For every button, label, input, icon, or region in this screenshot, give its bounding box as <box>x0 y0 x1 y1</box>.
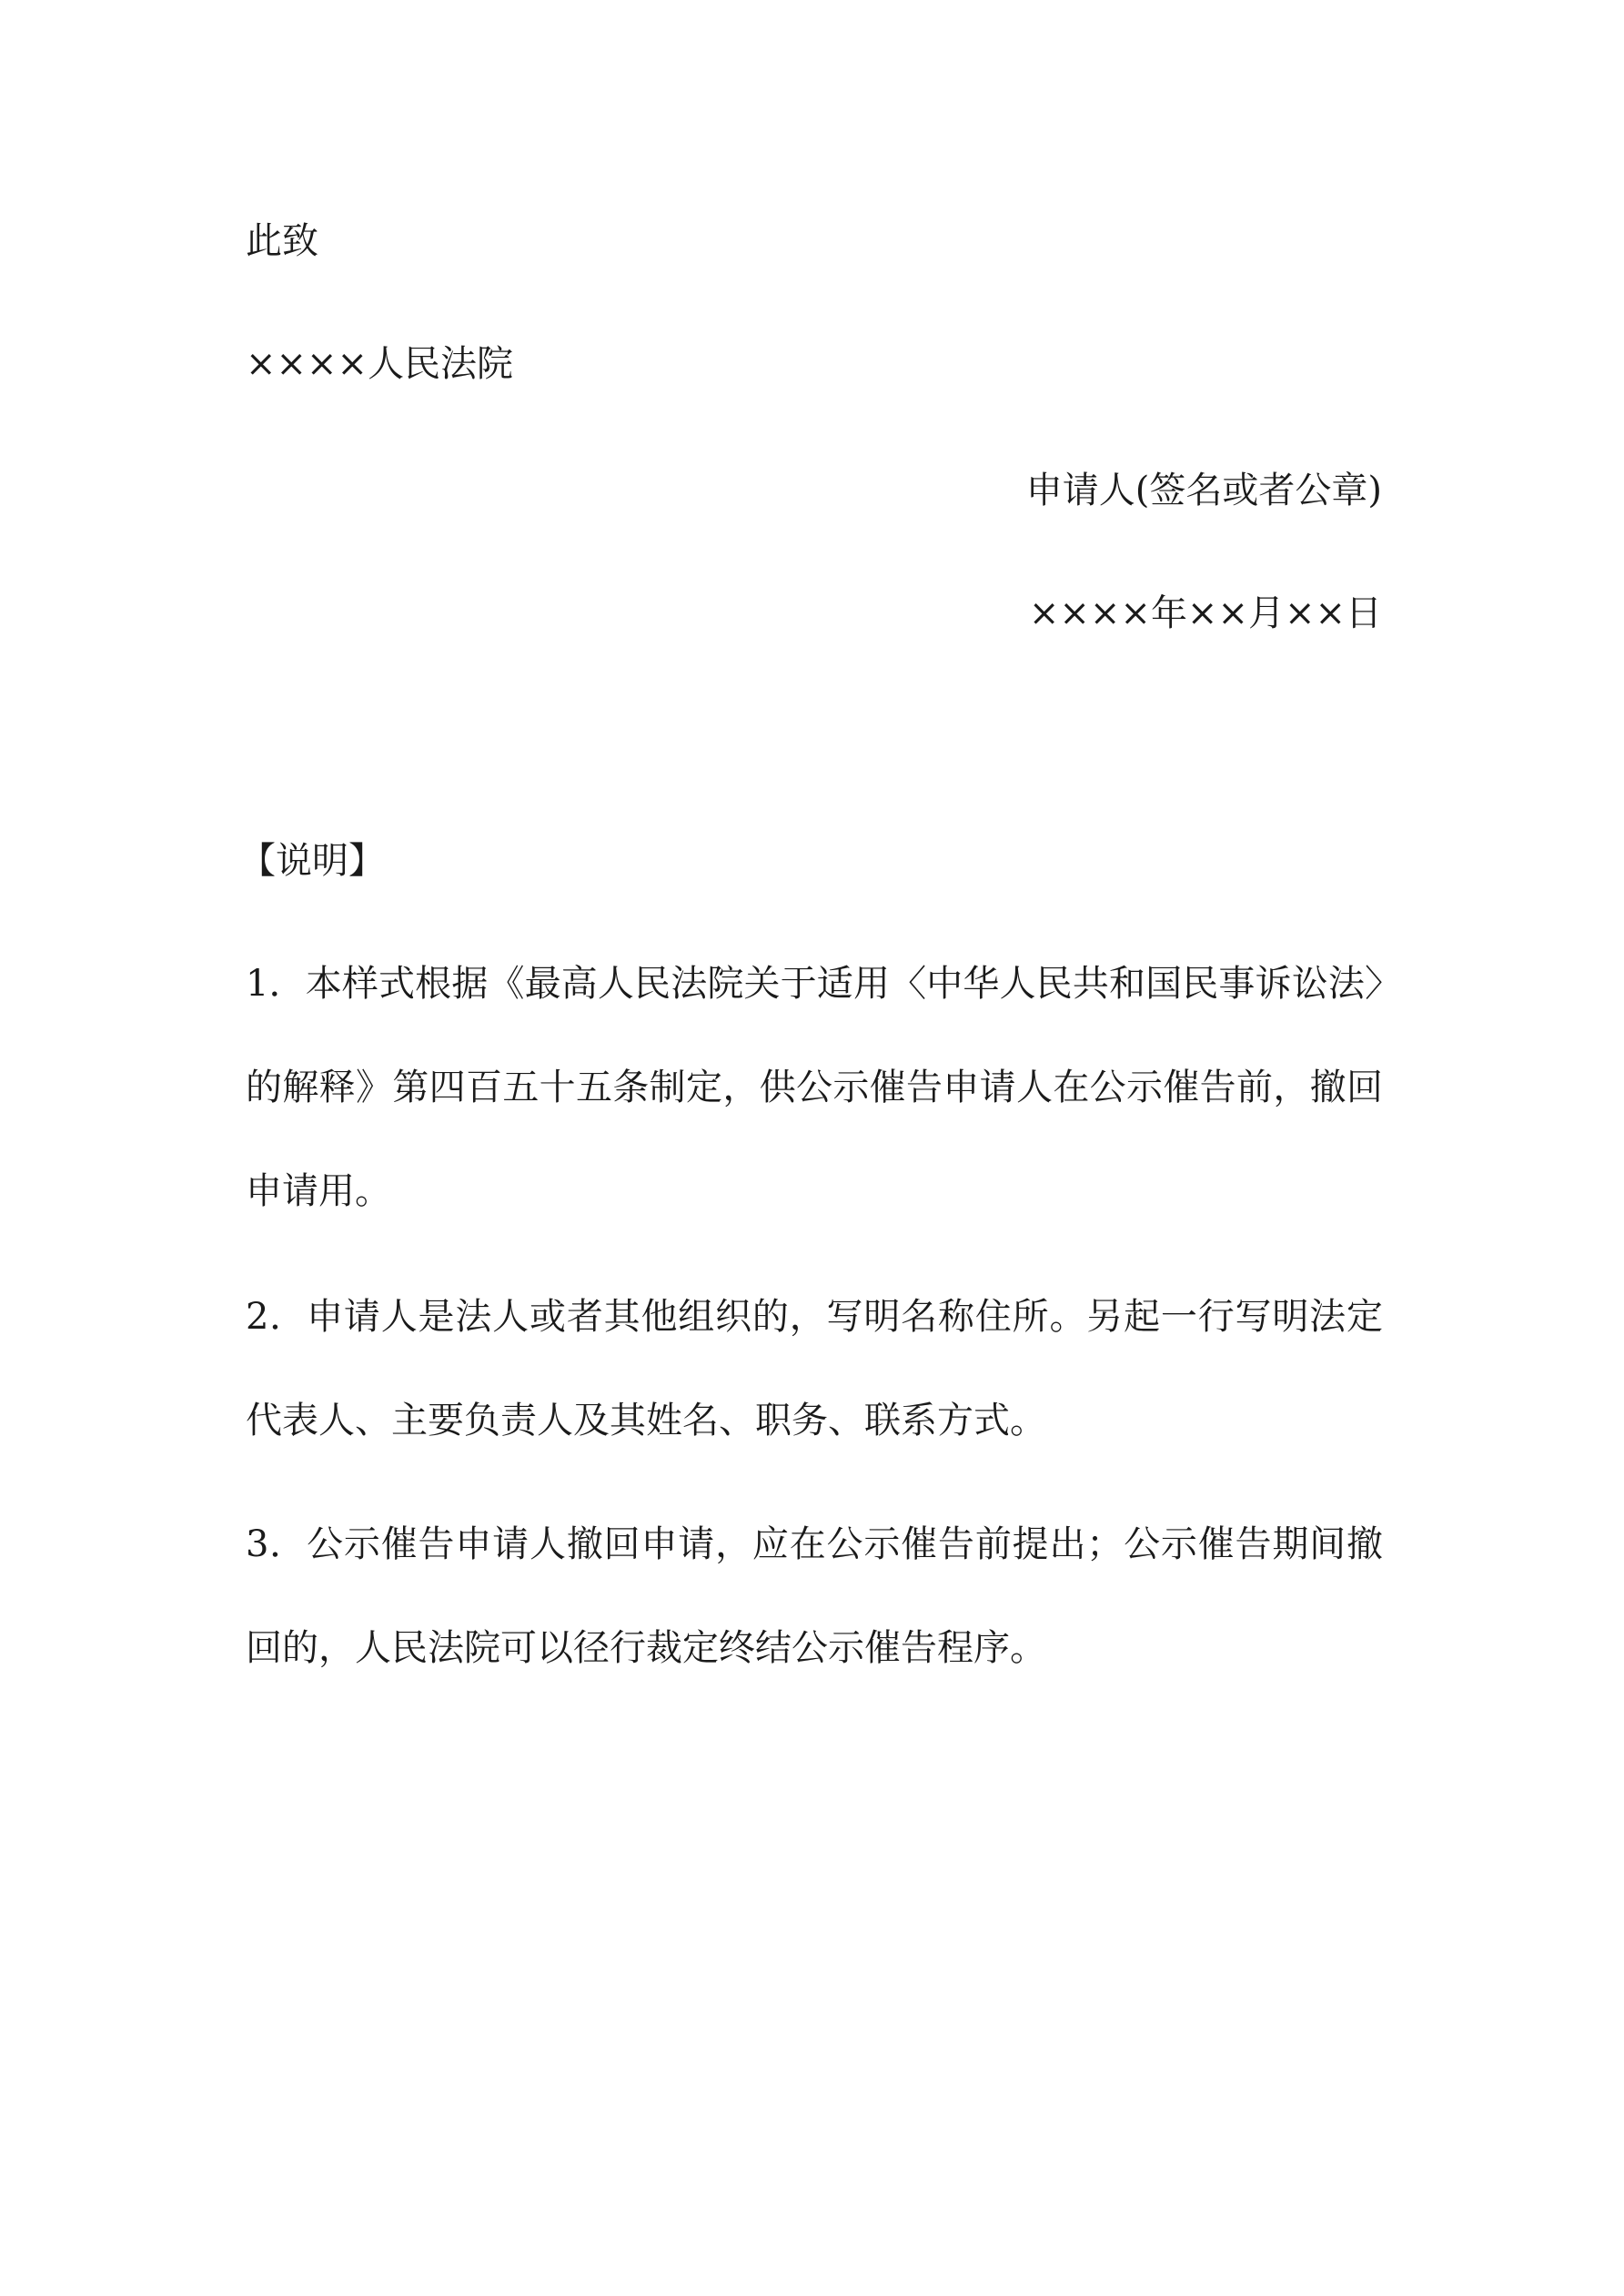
note-item-1: 1．本样式根据《最高人民法院关于适用〈中华人民共和国民事诉讼法〉的解释》第四百五十五条制定，供公示催告申请人在公示催告前，撤回申请用。 <box>246 963 1383 1212</box>
notes-heading: 【说明】 <box>239 840 385 882</box>
note-item-2: 2．申请人是法人或者其他组织的，写明名称住所。另起一行写明法定代表人、主要负责人及其姓名、职务、联系方式。 <box>246 1296 1383 1441</box>
court-name: ××××人民法院 <box>246 343 514 385</box>
note-item-3: 3．公示催告申请人撤回申请，应在公示催告前提出；公示催告期间撤回的，人民法院可以径行裁定终结公示催告程序。 <box>246 1523 1383 1669</box>
applicant-signature: 申请人(签名或者公章) <box>1025 470 1382 511</box>
signature-date: ××××年××月××日 <box>1028 592 1382 634</box>
closing-salutation: 此致 <box>246 220 318 262</box>
